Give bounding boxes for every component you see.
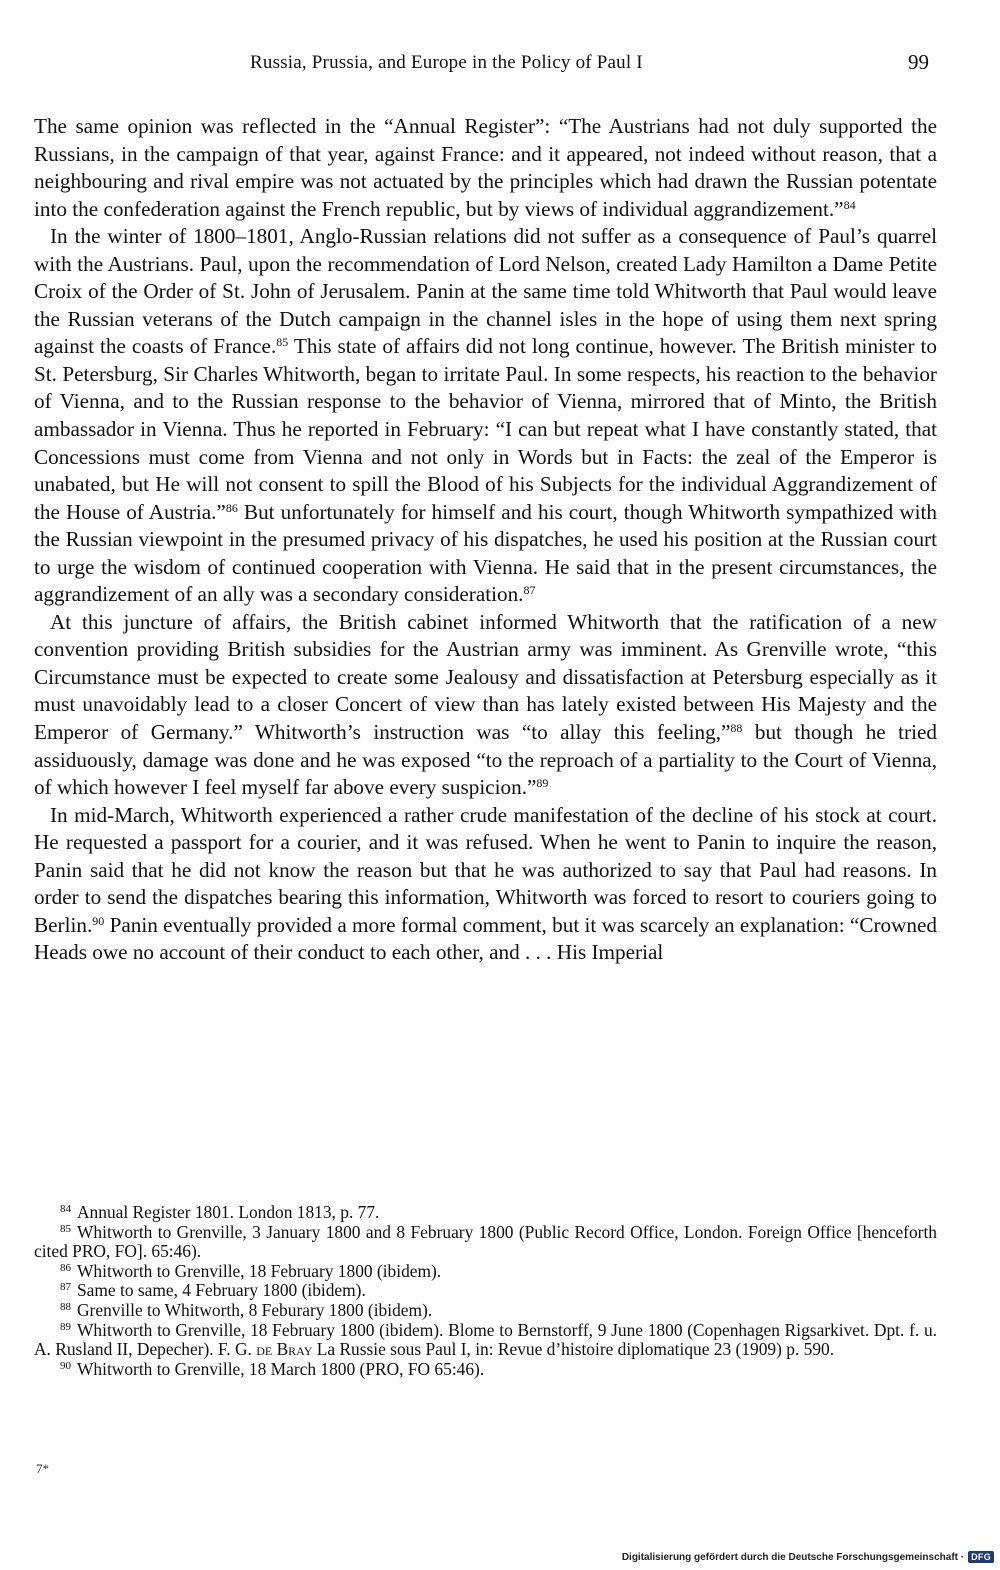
paragraph-1: The same opinion was reflected in the “Annual Register”: “The Austrians had not duly supported the Russians, in the campaign of that year, against France: and it appeared, not indeed without reason, that a neighbouring and rival empire was not actuated by the principles which had drawn the Russian potentate into the confederation against the French republic, but by views of individual aggrandizement.”$^{84}$: [34, 114, 937, 221]
signature-mark: 7*: [36, 1461, 49, 1476]
footnote-90: $^{90}$ Whitworth to Grenville, 18 March 1800 (PRO, FO 65:46).: [60, 1358, 485, 1379]
page-number: 99: [908, 50, 929, 74]
footnote-ref-84[interactable]: 84: [843, 197, 856, 212]
footnote-86: $^{86}$ Whitworth to Grenville, 18 February 1800 (ibidem).: [60, 1260, 442, 1281]
footnote-number: 85: [60, 1222, 71, 1235]
footnote-number: 87: [60, 1281, 71, 1294]
funding-note: Digitalisierung gefördert durch die Deutsche Forschungsgemeinschaft ·: [621, 1551, 965, 1563]
footnote-87: $^{87}$ Same to same, 4 February 1800 (ibidem).: [60, 1280, 366, 1301]
footnote-number: 86: [60, 1261, 71, 1274]
footnote-ref-90[interactable]: 90: [92, 913, 105, 928]
footnote-ref-86[interactable]: 86: [225, 500, 238, 515]
footnote-number: 90: [60, 1359, 71, 1372]
scan-footer: [622, 1551, 994, 1563]
paragraph-3: At this juncture of affairs, the British cabinet informed Whitworth that the ratification of a new convention providing British subsidies for the Austrian army was imminent. As Grenville wrote, “this Circumstance must be expected to create some Jealousy and dissatisfaction at Petersburg especially as it must unavoidably lead to a closer Concert of view than has lately existed between His Majesty and the Emperor of Germany.” Whitworth’s instruction was “to allay this feeling,”$^{88}$ but though he tried assiduously, damage was done and he was exposed “to the reproach of a partiality to the Court of Vienna, of which however I feel myself far above every suspicion.”$^{89}$: [34, 609, 938, 800]
footnote-88: $^{88}$ Grenville to Whitworth, 8 Feburary 1800 (ibidem).: [60, 1299, 433, 1320]
body-text: [34, 113, 937, 967]
running-head: Russia, Prussia, and Europe in the Policy of Paul I: [250, 52, 643, 73]
footnote-ref-89[interactable]: 89: [536, 776, 549, 791]
footnote-number: 88: [60, 1300, 71, 1313]
footnote-ref-85[interactable]: 85: [276, 335, 289, 350]
footnotes: [34, 1203, 937, 1379]
footnote-84: $^{84}$ Annual Register 1801. London 1813, p. 77.: [60, 1202, 380, 1222]
footnote-ref-87[interactable]: 87: [523, 583, 536, 598]
footnote-number: 84: [60, 1203, 71, 1215]
paragraph-2: In the winter of 1800–1801, Anglo-Russian relations did not suffer as a consequence of Paul’s quarrel with the Austrians. Paul, upon the recommendation of Lord Nelson, created Lady Hamilton a Dame Petite Croix of the Order of St. John of Jerusalem. Panin at the same time told Whitworth that Paul would leave the Russian veterans of the Dutch campaign in the channel isles in the hope of using them next spring against the coasts of France.$^{85}$ This state of affairs did not long continue, however. The British minister to St. Petersburg, Sir Charles Whitworth, began to irritate Paul. In some respects, his reaction to the behavior of Vienna, and to the Russian response to the behavior of Vienna, mirrored that of Minto, the British ambassador in Vienna. Thus he reported in February: “I can but repeat what I have constantly stated, that Concessions must come from Vienna and not only in Words but in Facts: the zeal of the Emperor is unabated, but He will not consent to spill the Blood of his Subjects for the individual Aggrandizement of the House of Austria.”$^{86}$ But unfortunately for himself and his court, though Whitworth sympathized with the Russian viewpoint in the presumed privacy of his dispatches, he used his position at the Russian court to urge the wisdom of continued cooperation with Vienna. He said that in the present circumstances, the aggrandizement of an ally was a secondary consideration.$^{87}$: [34, 224, 937, 607]
dfg-logo: DFG: [968, 1551, 994, 1563]
footnote-85: $^{85}$ Whitworth to Grenville, 3 January 1800 and 8 February 1800 (Public Record Office, London. Foreign Office [henceforth cited PRO, FO]. 65:46).: [34, 1221, 937, 1262]
footnote-number: 89: [60, 1320, 71, 1333]
author-small-caps: de Bray: [256, 1339, 313, 1360]
footnote-89: $^{89}$ Whitworth to Grenville, 18 February 1800 (ibidem). Blome to Bernstorff, 9 June 1800 (Copenhagen Rigsarkivet. Dpt. f. u. A. Rusland II, Depecher). F. G. de Bray La Russie sous Paul I, in: Revue d’histoire diplomatique 23 (1909) p. 590.: [34, 1319, 937, 1360]
paragraph-4: In mid-March, Whitworth experienced a rather crude manifestation of the decline of his stock at court. He requested a passport for a courier, and it was refused. When he went to Panin to inquire the reason, Panin said that he did not know the reason but that he was authorized to say that Paul had reasons. In order to send the dispatches bearing this information, Whitworth was forced to resort to couriers going to Berlin.$^{90}$ Panin eventually provided a more formal comment, but it was scarcely an explanation: “Crowned Heads owe no account of their conduct to each other, and . . . His Imperial: [34, 802, 937, 965]
footnote-ref-88[interactable]: 88: [730, 721, 743, 736]
